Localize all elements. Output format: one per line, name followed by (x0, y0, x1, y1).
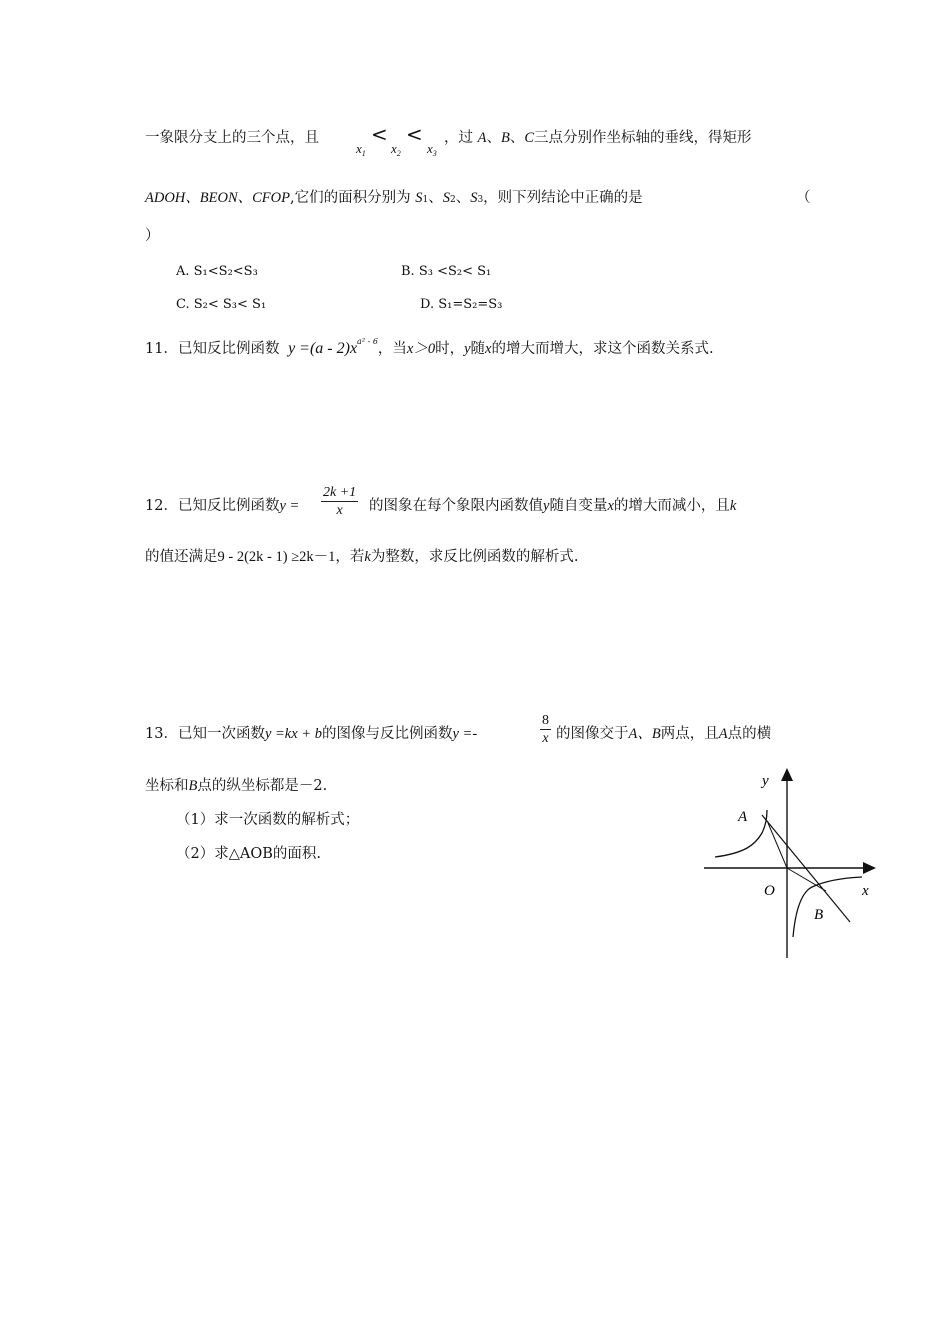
option-c: C. S₂< S₃< S₁ (176, 297, 267, 312)
q12-fraction (321, 484, 358, 519)
q11-prefix: 11．已知反比例函数 (145, 341, 280, 357)
hyperbola-lower-branch (793, 877, 862, 937)
y-axis-arrow (781, 768, 793, 781)
point-a-label: A (738, 809, 748, 825)
q12-line2: 的值还满足9 - 2(2k - 1) ≥2k－1，若k为整数，求反比例函数的解析式. (145, 549, 579, 565)
q11-exponent: a² - 6 (357, 337, 378, 346)
option-b: B. S₃ <S₂< S₁ (401, 264, 492, 279)
q12-line1-rest: 的图象在每个象限内函数值y随自变量x的增大而减小，且k (369, 498, 737, 514)
segment-ob (787, 868, 826, 891)
q13-line1: 13．已知一次函数y =kx + b的图像与反比例函数y =- (145, 726, 478, 742)
q11-line: 11．已知反比例函数 $y =(a - 2)x^{a^2 - 6}$，当x＞0时，y随x的增大而增大，求这个函数关系式. (145, 337, 714, 357)
x2-symbol: $x_2$ (391, 141, 401, 158)
q10-line1 (145, 128, 319, 148)
x-axis-label: x (862, 883, 869, 899)
q12-numerator: 2k +1 (323, 485, 357, 500)
option-a: A. S₁<S₂<S₃ (176, 264, 258, 279)
q13-sub1: （1）求一次函数的解析式； (176, 812, 360, 828)
q13-line2: 坐标和B点的纵坐标都是－2. (145, 778, 328, 794)
less-than-1: < (371, 122, 388, 146)
q10-line1-suffix: ，过 A、B、C三点分别作坐标轴的垂线，得矩形 (444, 130, 752, 146)
point-b-label: B (814, 907, 824, 923)
q13-sub2: （2）求△AOB的面积. (176, 846, 321, 862)
q13-denominator: x (542, 731, 549, 746)
q13-fraction (540, 712, 551, 747)
y-axis-label: y (762, 773, 769, 789)
q11-formula: y =(a - 2)x (288, 340, 358, 357)
q13-line1-rest: 的图像交于A、B两点，且A点的横 (556, 726, 772, 742)
option-d: D. S₁=S₂=S₃ (420, 297, 503, 312)
segment-oa (768, 823, 787, 868)
answer-paren-close: ） (145, 228, 160, 244)
q10-line1-prefix: 一象限分支上的三个点，且 (145, 130, 319, 146)
x3-symbol: $x_3$ (427, 141, 437, 158)
less-than-2: < (406, 122, 423, 146)
x-axis-arrow (863, 862, 876, 874)
q12-line1: 12．已知反比例函数y = (145, 498, 300, 514)
q13-linear: y =kx + b (264, 726, 322, 742)
q13-numerator: 8 (542, 713, 549, 728)
coordinate-figure (700, 765, 885, 965)
rect-names: ADOH、BEON、CFOP (145, 190, 290, 206)
q12-denominator: x (336, 503, 343, 518)
x1-symbol: $x_1$ (356, 141, 366, 158)
answer-paren-open: （ (796, 190, 811, 206)
q12-inequality: 9 - 2(2k - 1) ≥2k－1 (217, 549, 336, 565)
origin-label: O (764, 883, 775, 899)
q10-line2: ADOH、BEON、CFOP,它们的面积分别为 S1、S2、S3，则下列结论中正确的是 (145, 190, 643, 206)
